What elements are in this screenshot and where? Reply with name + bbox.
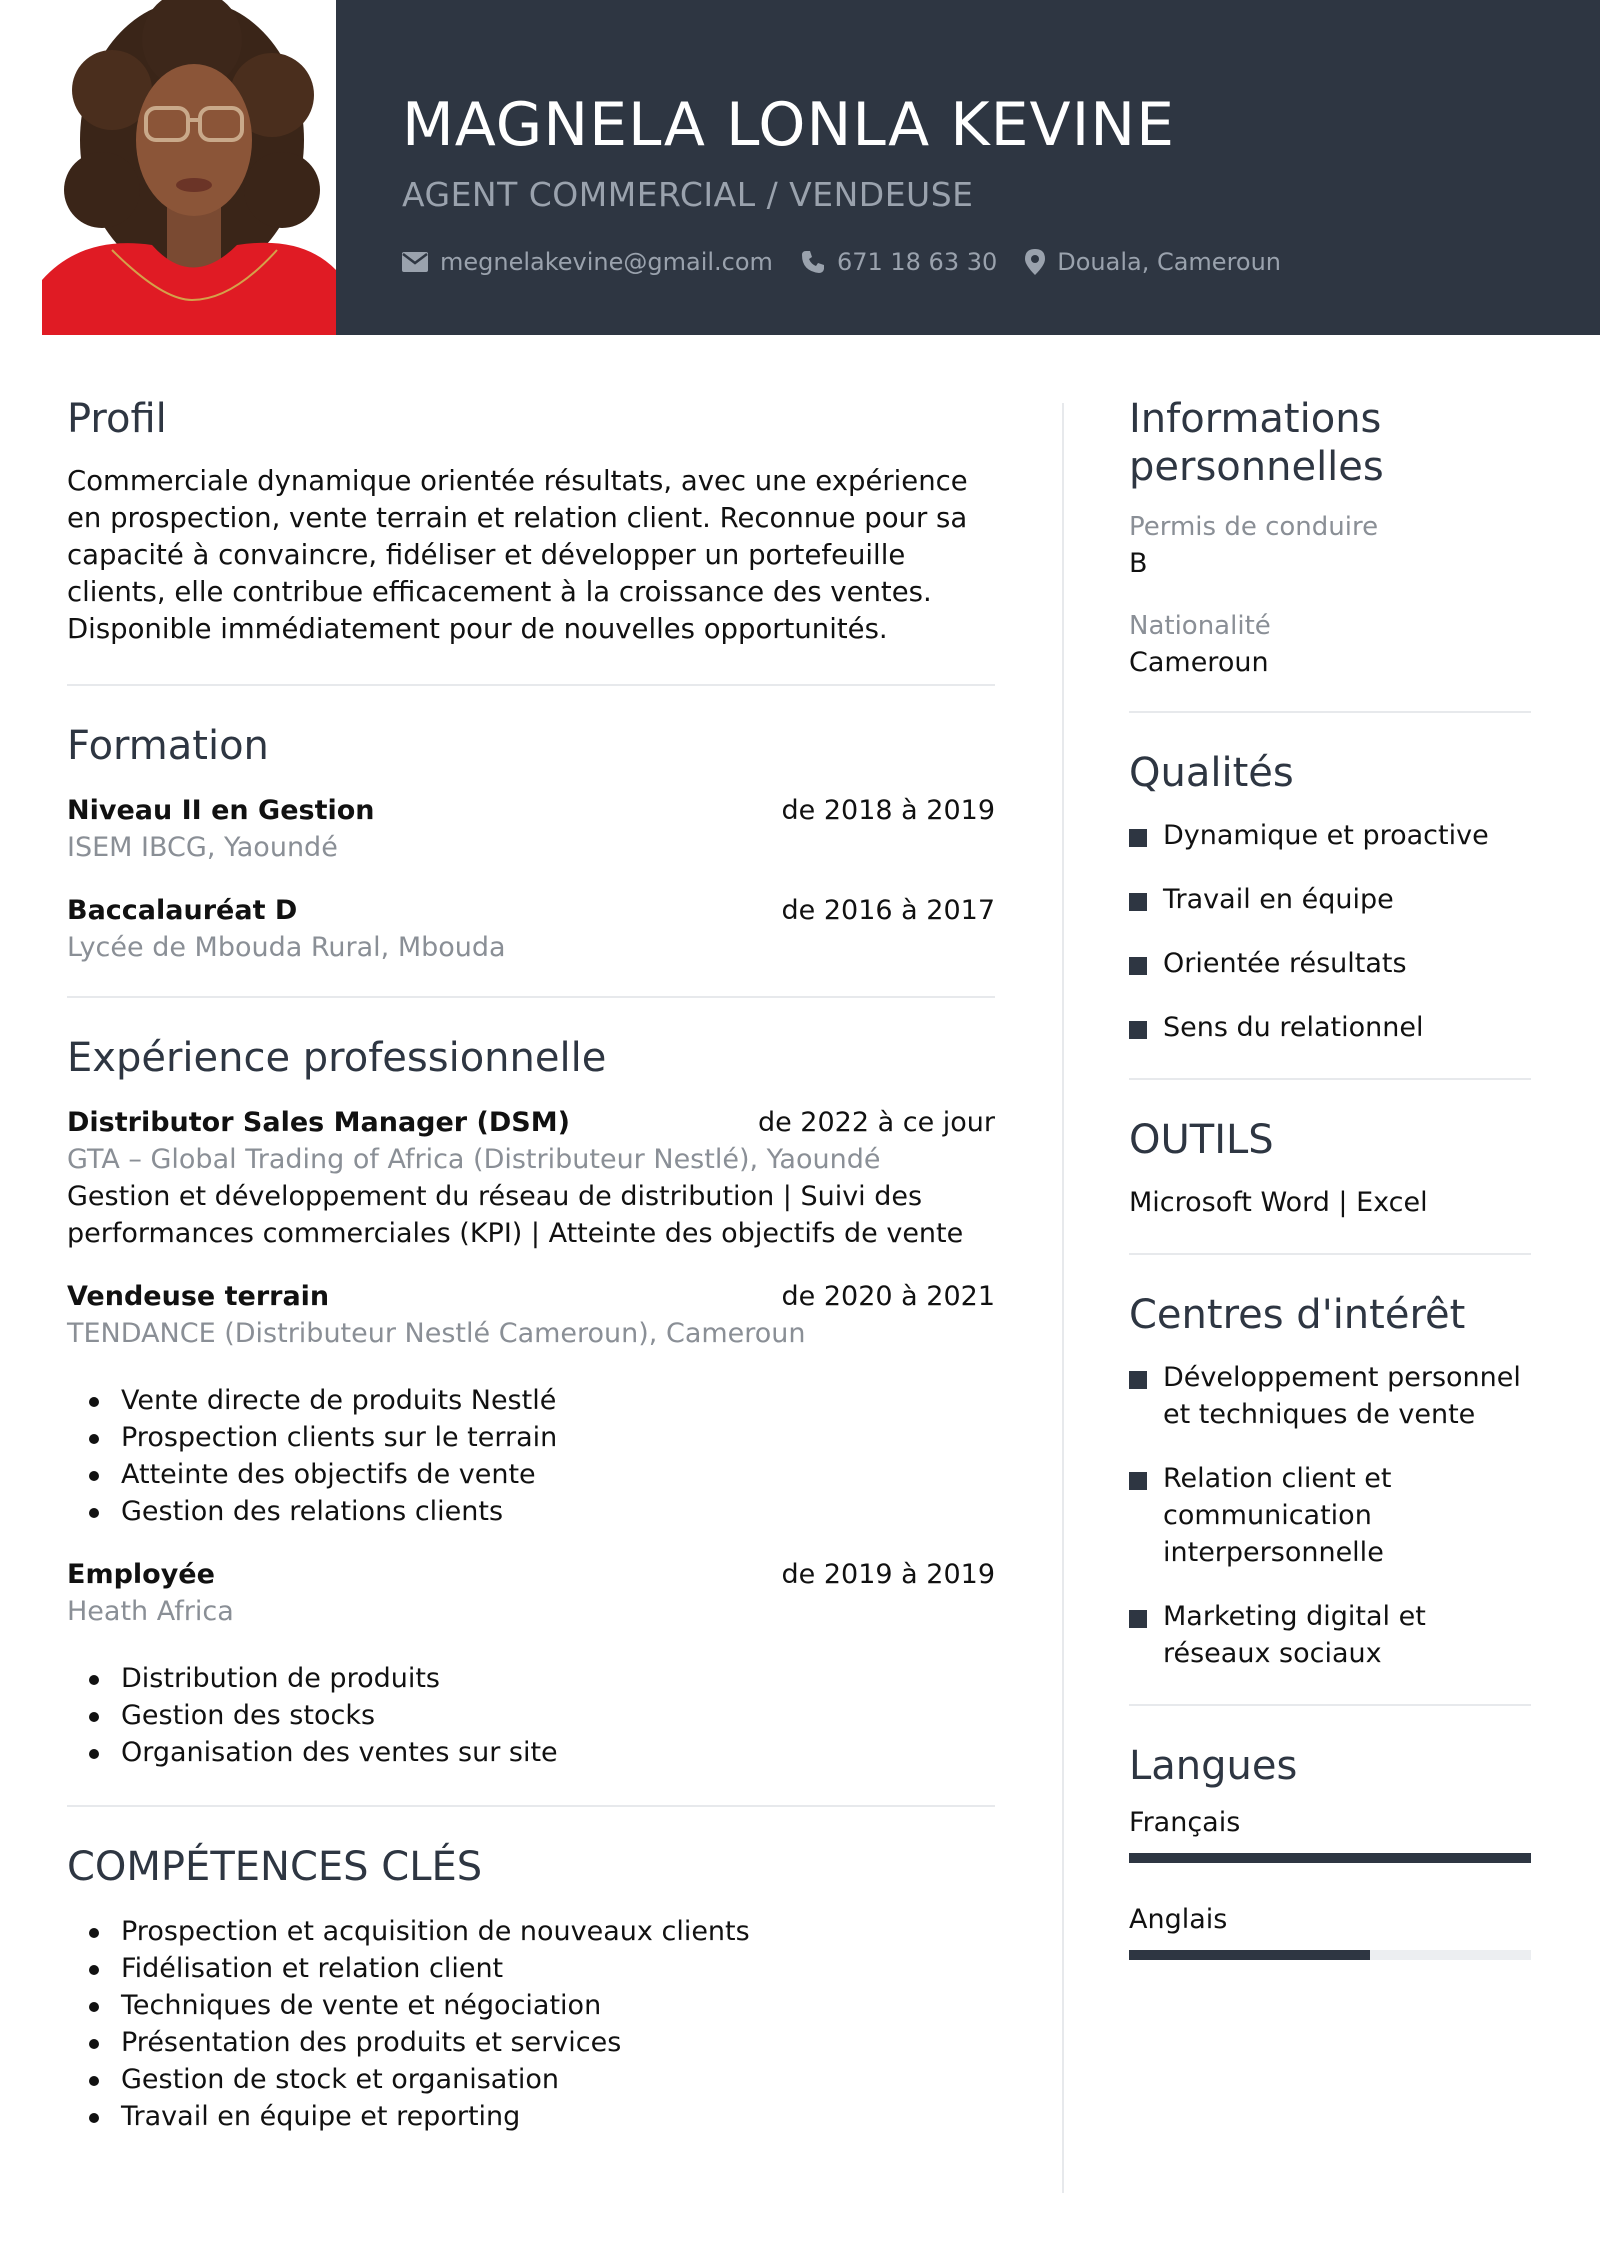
competences-list — [67, 1913, 995, 2135]
side-column — [1129, 395, 1531, 1960]
section-divider — [1129, 1704, 1531, 1706]
contact-location — [1025, 248, 1281, 276]
experience-entry — [67, 1278, 995, 1530]
section-title-qualites: Qualités — [1129, 750, 1294, 796]
list-item: Gestion des relations clients — [67, 1493, 995, 1530]
entry-date: de 2020 à 2021 — [781, 1281, 995, 1312]
nationalite-value: Cameroun — [1129, 647, 1269, 678]
header — [42, 0, 1600, 335]
section-title-line: personnelles — [1129, 444, 1384, 490]
list-item: Techniques de vente et négociation — [67, 1987, 995, 2024]
list-item: Dynamique et proactive — [1129, 817, 1531, 854]
language-level-fill — [1129, 1853, 1531, 1863]
job-title: AGENT COMMERCIAL / VENDEUSE — [402, 175, 974, 214]
entry-date: de 2019 à 2019 — [781, 1559, 995, 1590]
section-title-profil: Profil — [67, 396, 167, 442]
entry-place: TENDANCE (Distributeur Nestlé Cameroun), Cameroun — [67, 1318, 806, 1349]
entry-description: Gestion et développement du réseau de distribution | Suivi des performances commerciales (KPI) | Atteinte des objectifs de vente — [67, 1181, 964, 1249]
competences-section — [67, 1843, 995, 2135]
entry-place: ISEM IBCG, Yaoundé — [67, 832, 338, 863]
entry-date: de 2016 à 2017 — [781, 895, 995, 926]
contact-phone[interactable] — [801, 248, 997, 276]
list-item: Orientée résultats — [1129, 945, 1531, 982]
language-level-bar — [1129, 1950, 1531, 1960]
section-divider — [1129, 1078, 1531, 1080]
section-title-line: Informations — [1129, 396, 1382, 442]
list-item: Prospection clients sur le terrain — [67, 1419, 995, 1456]
list-item: Développement personnel et techniques de vente — [1129, 1359, 1531, 1433]
language-name: Français — [1129, 1807, 1241, 1838]
outils-text: Microsoft Word | Excel — [1129, 1187, 1428, 1218]
section-divider — [67, 1805, 995, 1807]
profil-text: Commerciale dynamique orientée résultats, avec une expérience en prospection, vente terrain et relation client. Reconnue pour sa capacité à convaincre, fidéliser et développer un portefeuille clients, elle contribue efficacement à la croissance des ventes. Disponible immédiatement pour de nouvelles opportunités. — [67, 465, 968, 645]
language-name: Anglais — [1129, 1904, 1228, 1935]
entry-place: Lycée de Mbouda Rural, Mbouda — [67, 932, 506, 963]
experience-entry — [67, 1556, 995, 1771]
list-item: Prospection et acquisition de nouveaux clients — [67, 1913, 995, 1950]
list-item: Relation client et communication interpersonnelle — [1129, 1460, 1531, 1571]
section-divider — [1129, 1253, 1531, 1255]
entry-bullet-list — [67, 1382, 995, 1530]
list-item: Atteinte des objectifs de vente — [67, 1456, 995, 1493]
contact-email[interactable] — [402, 248, 773, 276]
infos-section — [1129, 395, 1531, 681]
location-text: Douala, Cameroun — [1057, 248, 1282, 276]
entry-place: Heath Africa — [67, 1596, 234, 1627]
language-level-bar — [1129, 1853, 1531, 1863]
map-pin-icon — [1025, 249, 1045, 275]
section-title-infos — [1129, 395, 1531, 491]
list-item: Sens du relationnel — [1129, 1009, 1531, 1046]
experience-section — [67, 1034, 995, 1771]
section-title-competences: COMPÉTENCES CLÉS — [67, 1844, 483, 1890]
entry-title: Baccalauréat D — [67, 895, 298, 926]
interets-list — [1129, 1359, 1531, 1672]
list-item: Gestion des stocks — [67, 1697, 995, 1734]
language-level-fill — [1129, 1950, 1370, 1960]
entry-date: de 2022 à ce jour — [757, 1107, 995, 1138]
language-item — [1129, 1804, 1531, 1863]
candidate-name: MAGNELA LONLA KEVINE — [402, 90, 1176, 160]
entry-title: Employée — [67, 1559, 215, 1590]
list-item: Gestion de stock et organisation — [67, 2061, 995, 2098]
entry-title: Distributor Sales Manager (DSM) — [67, 1107, 570, 1138]
entry-title: Niveau II en Gestion — [67, 795, 375, 826]
column-divider — [1062, 403, 1064, 2193]
profil-section — [67, 395, 995, 648]
permis-label: Permis de conduire — [1129, 512, 1379, 542]
list-item: Travail en équipe et reporting — [67, 2098, 995, 2135]
formation-entry — [67, 892, 995, 966]
qualites-list — [1129, 817, 1531, 1046]
phone-icon — [801, 250, 825, 274]
list-item: Organisation des ventes sur site — [67, 1734, 995, 1771]
nationalite-label: Nationalité — [1129, 611, 1271, 641]
section-title-formation: Formation — [67, 723, 269, 769]
language-item — [1129, 1901, 1531, 1960]
section-title-interets: Centres d'intérêt — [1129, 1292, 1466, 1338]
entry-title: Vendeuse terrain — [67, 1281, 330, 1312]
section-divider — [67, 996, 995, 998]
formation-entry — [67, 792, 995, 866]
langues-section — [1129, 1742, 1531, 1960]
formation-section — [67, 722, 995, 966]
list-item: Présentation des produits et services — [67, 2024, 995, 2061]
list-item: Fidélisation et relation client — [67, 1950, 995, 1987]
phone-text: 671 18 63 30 — [836, 248, 998, 276]
interets-section — [1129, 1291, 1531, 1672]
permis-value: B — [1129, 548, 1148, 579]
entry-bullet-list — [67, 1660, 995, 1771]
list-item: Travail en équipe — [1129, 881, 1531, 918]
section-divider — [1129, 711, 1531, 713]
section-title-experience: Expérience professionnelle — [67, 1035, 607, 1081]
entry-place: GTA – Global Trading of Africa (Distributeur Nestlé), Yaoundé — [67, 1144, 881, 1175]
main-column — [67, 395, 995, 2135]
entry-date: de 2018 à 2019 — [781, 795, 995, 826]
contact-row — [402, 248, 1309, 276]
experience-entry — [67, 1104, 995, 1252]
envelope-icon — [402, 252, 428, 272]
list-item: Vente directe de produits Nestlé — [67, 1382, 995, 1419]
section-title-outils: OUTILS — [1129, 1117, 1274, 1163]
outils-section — [1129, 1116, 1531, 1221]
list-item: Marketing digital et réseaux sociaux — [1129, 1598, 1531, 1672]
header-band — [336, 0, 1600, 335]
section-title-langues: Langues — [1129, 1743, 1298, 1789]
section-divider — [67, 684, 995, 686]
email-text: megnelakevine@gmail.com — [440, 248, 773, 276]
list-item: Distribution de produits — [67, 1660, 995, 1697]
profile-photo — [42, 0, 336, 335]
qualites-section — [1129, 749, 1531, 1046]
